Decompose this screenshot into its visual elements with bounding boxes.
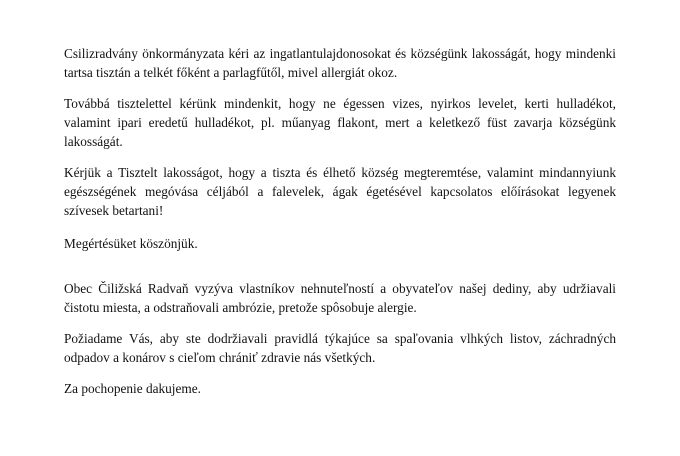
hungarian-paragraph-1: Csilizradvány önkormányzata kéri az ingatlantulajdonosokat és községünk lakosságát, hogy mindenki tartsa tisztán a telkét főként a parlagfűtől, mivel allergiát okoz. [64,46,616,80]
hungarian-paragraph-3: Kérjük a Tisztelt lakosságot, hogy a tiszta és élhető község megteremtése, valamint mindannyiunk egészségének megóvása céljából a falevelek, ágak égetésével kapcsolatos előírásokat legyenek szívesek betartani! [64,165,616,218]
hungarian-closing: Megértésüket köszönjük. [64,236,198,251]
slovak-paragraph-1: Obec Čiližská Radvaň vyzýva vlastníkov nehnuteľností a obyvateľov našej dediny, aby udržiavali čistotu miesta, a odstraňovali ambrózie, pretože spôsobuje alergie. [64,281,616,315]
document-page [64,44,616,398]
hungarian-paragraph-2: Továbbá tisztelettel kérünk mindenkit, hogy ne égessen vizes, nyirkos levelet, kerti hulladékot, valamint ipari eredetű hulladékot, pl. műanyag flakont, mert a keletkező füst zavarja községünk lakosságát. [64,96,616,149]
slovak-paragraph-2: Požiadame Vás, aby ste dodržiavali pravidlá týkajúce sa spaľovania vlhkých listov, záchradných odpadov a konárov s cieľom chrániť zdravie nás všetkých. [64,331,616,365]
slovak-closing: Za pochopenie dakujeme. [64,381,201,396]
